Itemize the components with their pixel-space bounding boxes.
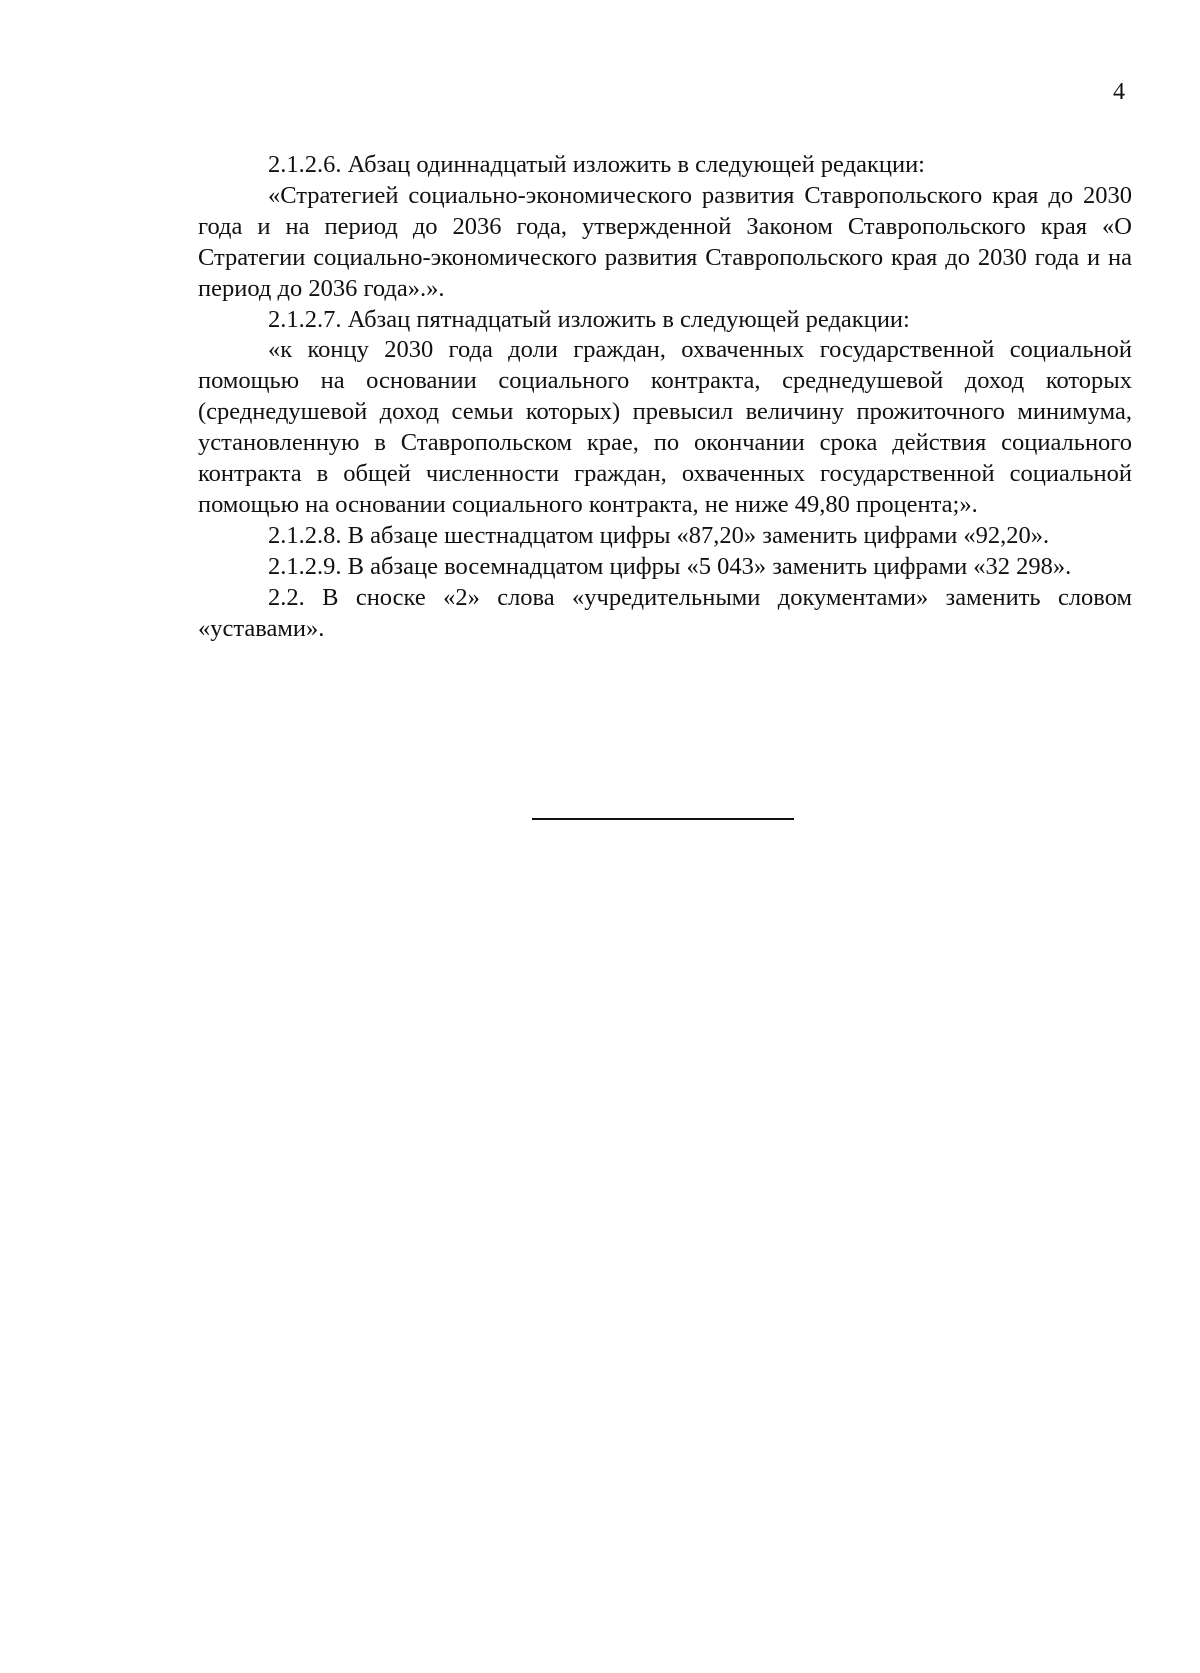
closing-rule (532, 818, 794, 820)
paragraph-2-1-2-9: 2.1.2.9. В абзаце восемнадцатом цифры «5 043» заменить цифрами «32 298». (268, 552, 1072, 580)
paragraph-2-1-2-8: 2.1.2.8. В абзаце шестнадцатом цифры «87,20» заменить цифрами «92,20». (268, 521, 1050, 549)
document-body (198, 150, 1132, 645)
paragraph-citizens-share-quote: «к концу 2030 года доли граждан, охваченных государственной социальной помощью на основании социального контракта, среднедушевой доход которых (среднедушевой доход семьи которых) превысил величину прожиточного минимума, установленную в Ставропольском крае, по окончании срока действия социального контракта в общей численности граждан, охваченных государственной социальной помощью на основании социального контракта, не ниже 49,80 процента;». (198, 336, 1132, 518)
paragraph-2-1-2-6: 2.1.2.6. Абзац одиннадцатый изложить в следующей редакции: (268, 151, 925, 178)
paragraph-2-1-2-7: 2.1.2.7. Абзац пятнадцатый изложить в следующей редакции: (268, 305, 910, 333)
paragraph-strategy-quote: «Стратегией социально-экономического развития Ставропольского края до 2030 года и на период до 2036 года, утвержденной Законом Ставропольского края «О Стратегии социально-экономического развития Ставропольского края до 2030 года и на период до 2036 года».». (198, 181, 1132, 302)
page-number: 4 (1113, 79, 1125, 105)
paragraph-2-2: 2.2. В сноске «2» слова «учредительными документами» заменить словом «уставами». (198, 583, 1132, 642)
